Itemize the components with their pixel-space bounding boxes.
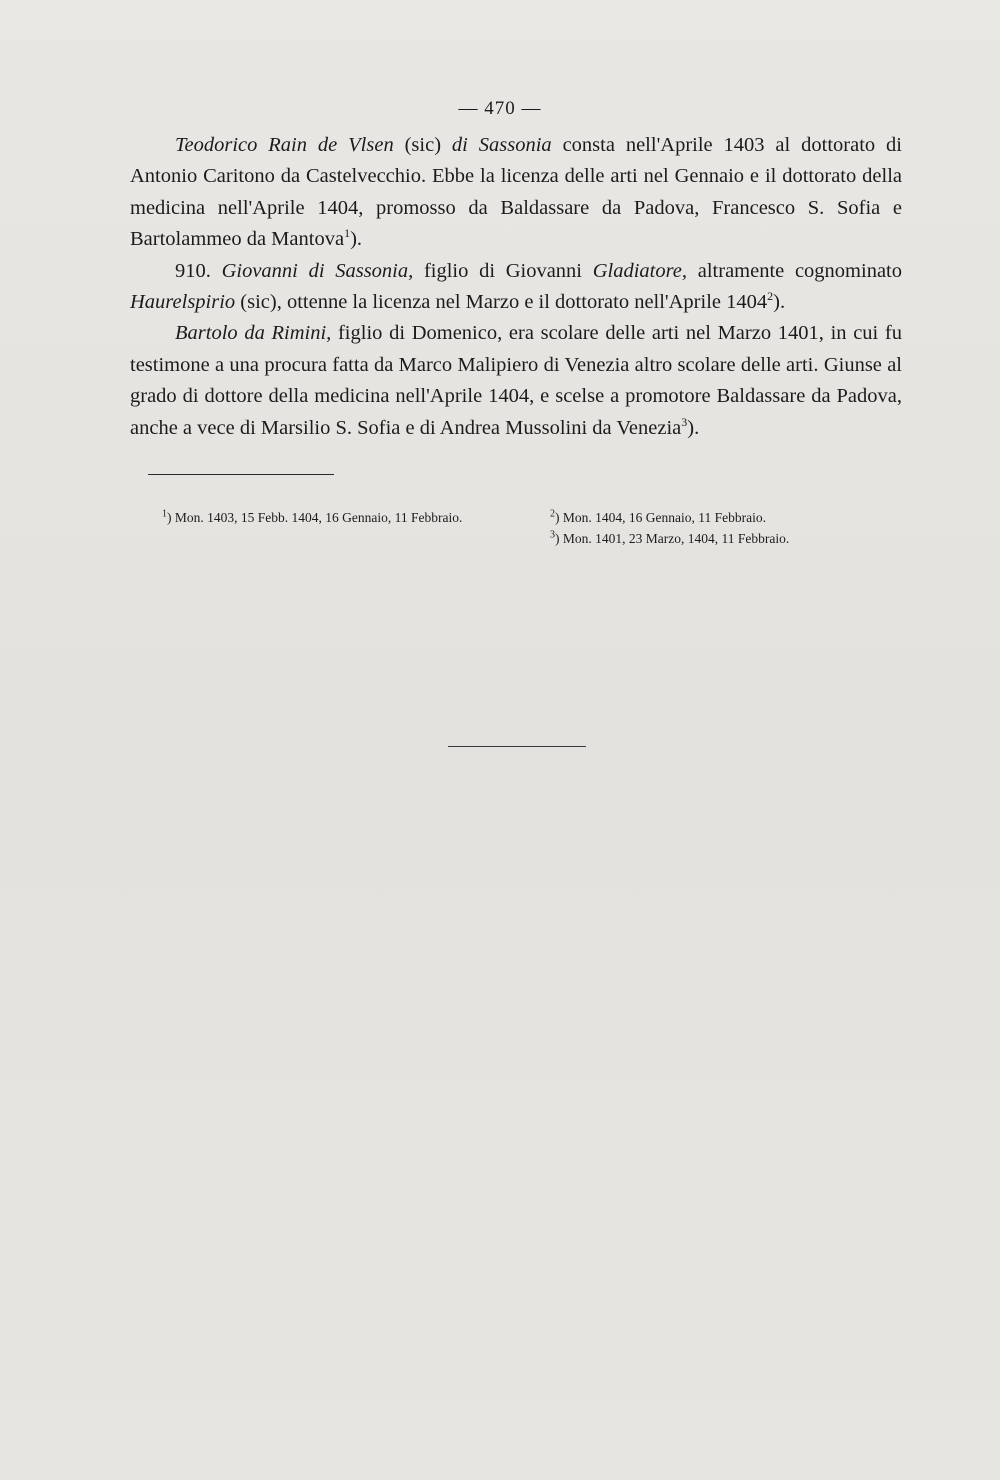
body-text [130,130,902,444]
footnote-separator-rule [148,474,334,475]
footnote-reference: 2 [767,289,774,304]
italic-name: Teodorico Rain de Vlsen [175,134,394,156]
text-run: ). [350,228,363,251]
page-number: — 470 — [458,98,542,119]
text-run: altramente cognominato [687,259,902,282]
footnote-3-mark: 3 [550,529,555,541]
end-rule [448,746,586,747]
italic-name: Bartolo da Rimini, [175,322,332,345]
text-run: 910. [175,259,222,282]
footnote-1 [130,507,515,528]
footnote-2 [550,507,910,528]
text-run: (sic) [393,134,452,156]
text-run: (sic), ottenne la licenza nel Marzo e il dottorato nell'Aprile 1404 [235,291,768,314]
footnote-1-text: ) Mon. 1403, 15 Febb. 1404, 16 Gennaio, 11 Febbraio. [167,510,463,525]
text-run: figlio di Domenico, era scolare delle arti nel Marzo 1401, in cui fu testimone a una procura fatta da Marco Malipiero di Venezia altro scolare delle arti. Giunse al grado di dottore della medicina nell'Aprile 1404, e scelse a promotore Baldassare da Padova, anche a vece di Marsilio S. Sofia e di Andrea Mussolini da Venezia [130,322,902,439]
footnote-reference: 3 [681,414,688,429]
footnote-2-text: ) Mon. 1404, 16 Gennaio, 11 Febbraio. [555,510,766,525]
paragraph [130,130,902,256]
text-run: ). [773,291,786,314]
footnote-1-mark: 1 [162,508,167,520]
footnote-3-text: ) Mon. 1401, 23 Marzo, 1404, 11 Febbraio. [555,531,790,546]
text-run: ). [687,416,700,439]
paragraph [130,318,902,444]
italic-name: Gladiatore, [592,259,688,282]
footnote-3 [550,528,910,549]
footnotes-right-column [550,507,910,549]
paragraph [130,256,902,319]
italic-name: Haurelspirio [130,291,236,314]
italic-name: Giovanni di Sassonia, [221,259,414,282]
text-run: figlio di Giovanni [413,259,593,282]
text-run: consta nell'Aprile 1403 al dottorato di Antonio Caritono da Castelvecchio. Ebbe la licenza delle arti nel Gennaio e il dottorato della medicina nell'Aprile 1404, promosso da Baldassare da Padova, Francesco S. Sofia e Bartolammeo da Mantova [130,134,902,251]
italic-name: di Sassonia [451,134,552,156]
footnote-2-mark: 2 [550,508,555,520]
footnote-reference: 1 [344,226,351,241]
